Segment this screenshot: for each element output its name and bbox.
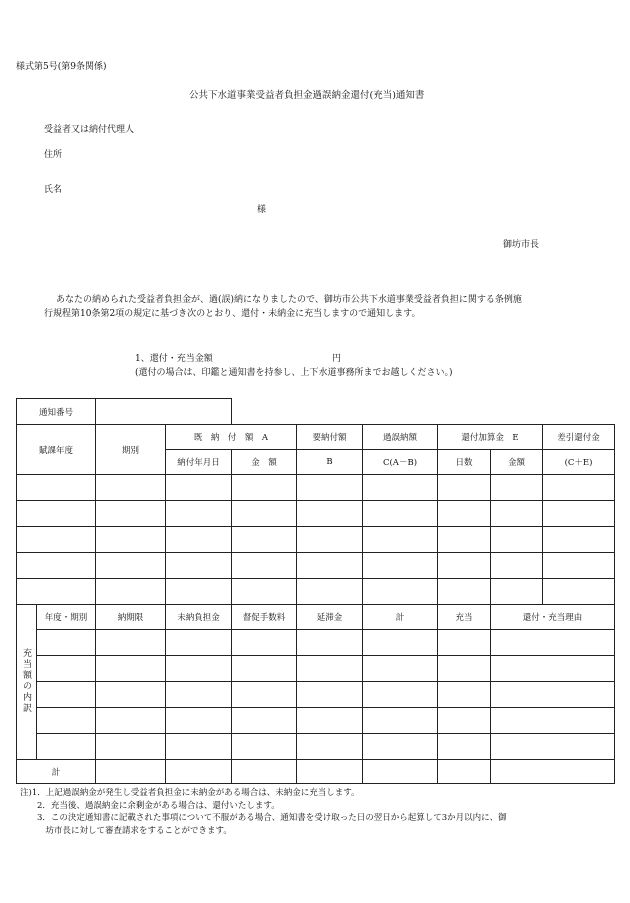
note-line: 坊市長に対して審査請求をすることができます。 [20,825,232,836]
body-paragraph [44,293,614,321]
body-line: あなたの納められた受益者負担金が、過(誤)納になりましたので、御坊市公共下水道事業受益者負担に関する条例施 [56,295,522,305]
bd-total-header: 計 [363,605,438,630]
body-line: 行規程第10条第2項の規定に基づき次のとおり、還付・未納金に充当しますので通知します。 [44,309,421,319]
table-row [17,527,615,553]
note-line: 注)1．上記過誤納金が発生し受益者負担金に未納金がある場合は、未納金に充当します。 [20,788,360,798]
address-label: 住所 [44,150,63,160]
breakdown-row [17,656,615,682]
note-line: 2．充当後、過誤納金に余剰金がある場合は、還付いたします。 [20,800,280,811]
breakdown-row [17,734,615,760]
breakdown-side-label: 充当額の内訳 [17,605,37,760]
net-refund-header: 差引還付金 [543,425,615,450]
breakdown-header-row [17,605,615,630]
table-row [17,501,615,527]
table-row [17,475,615,501]
notes [20,787,507,837]
notice-no-label: 通知番号 [17,399,96,425]
issuer: 御坊市長 [503,240,540,250]
recipient-label: 受益者又は納付代理人 [44,125,135,135]
bd-late-header: 延滞金 [297,605,363,630]
document-title: 公共下水道事業受益者負担金過誤納金還付(充当)通知書 [189,90,425,101]
name-label: 氏名 [44,185,63,195]
note-line: 3．この決定通知書に記載された事項について不服がある場合、通知書を受け取った日の翌日から起算して3か月以内に、御 [20,813,507,823]
table-row [17,553,615,579]
sum-label: 計 [17,760,96,784]
table-row [17,579,615,605]
form-number: 様式第5号(第9条関係) [16,62,107,72]
notice-row [17,399,615,425]
honorific: 様 [257,205,267,215]
bd-reason-header: 還付・充当理由 [491,605,615,630]
refund-note: (還付の場合は、印鑑と通知書を持参し、上下水道事務所までお越しください。) [135,368,453,378]
amount-header: 金 額 [232,450,297,475]
addition-header: 還付加算金 E [438,425,543,450]
refund-label: 1、還付・充当金額 [135,354,213,364]
breakdown-row [17,682,615,708]
days-header: 日数 [438,450,491,475]
fiscal-year-header: 賦課年度 [17,425,96,475]
period-header: 期別 [96,425,166,475]
sum-row [17,760,615,784]
bd-year-period-header: 年度・期別 [37,605,96,630]
bd-fee-header: 督促手数料 [232,605,297,630]
paid-a-header: 既 納 付 額 A [166,425,297,450]
overpaid-sub: C(A－B) [363,450,438,475]
required-header: 要納付額 [297,425,363,450]
bd-due-header: 納期限 [96,605,166,630]
refund-unit: 円 [332,354,342,364]
breakdown-row [17,708,615,734]
required-sub: B [297,450,363,475]
refund-table [16,398,615,784]
overpaid-header: 過誤納額 [363,425,438,450]
notice-no-value[interactable] [96,399,232,425]
header-row-1 [17,425,615,450]
bd-applied-header: 充当 [438,605,491,630]
bd-unpaid-header: 未納負担金 [166,605,232,630]
breakdown-row [17,630,615,656]
paid-date-header: 納付年月日 [166,450,232,475]
addition-amount-header: 金額 [491,450,543,475]
net-refund-sub: (C＋E) [543,450,615,475]
